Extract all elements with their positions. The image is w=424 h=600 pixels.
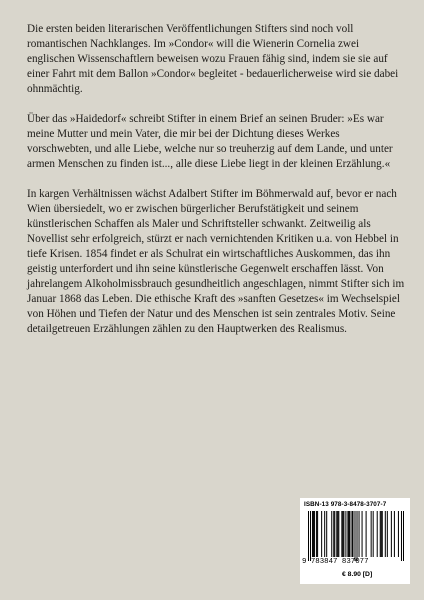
barcode-bar: [338, 511, 339, 557]
barcode-bar: [333, 511, 334, 557]
barcode-bar: [336, 511, 337, 557]
barcode-bar: [308, 511, 309, 561]
barcode-bar: [385, 511, 386, 557]
barcode-bar: [380, 511, 381, 557]
barcode-bar: [359, 511, 360, 557]
paragraph-biography: In kargen Verhältnissen wächst Adalbert Stifter im Böhmerwald auf, bevor er nach Wien übersiedelt, wo er zwischen bürgerlicher Berufstätigkeit und seinem künstlerischen Schaffen als Maler und Schriftsteller schwankt. Zeitweilig als Novellist sehr erfolgreich, stürzt er nach vernichtenden Kritiken u.a. von Hebbel in tiefe Krisen. 1854 findet er als Schulrat ein wirtschaftliches Auskommen, das ihn geistig unterfordert und ihn seine künstlerische Gegenwelt erschaffen lässt. Von jahrelangem Alkoholmissbrauch gesundheitlich angeschlagen, nimmt Stifter sich im Januar 1868 das Leben. Die ethische Kraft des »sanften Gesetzes« im Wechselspiel von Höhen und Tiefen der Natur und des Menschen ist sein zentrales Motiv. Seine detailgetreuen Erzählungen zählen zu den Hauptwerken des Realismus.: [27, 188, 405, 335]
barcode-bar: [321, 511, 322, 557]
barcode-bar: [371, 511, 372, 557]
barcode-bar: [347, 511, 348, 557]
barcode-bar: [342, 511, 343, 557]
isbn-text: ISBN-13 978-3-8478-3707-7: [304, 501, 387, 508]
barcode-bar: [326, 511, 327, 557]
barcode-bar: [373, 511, 374, 557]
barcode-bar: [316, 511, 317, 557]
paragraph-condor: Die ersten beiden literarischen Veröffentlichungen Stifters sind noch voll romantischen Nachklanges. Im »Condor« will die Wienerin Cornelia zwei englischen Wissenschaftlern beweisen wozu Frauen fähig sind, indem sie sie auf einer Fahrt mit dem Ballon »Condor« begleitet - bedauerlicherweise wird sie dabei ohnmächtig.: [27, 23, 399, 95]
barcode-bar: [362, 511, 363, 557]
barcode-bar: [394, 511, 395, 557]
barcode-bar: [310, 511, 311, 561]
barcode-bar: [387, 511, 388, 557]
barcode-bar: [334, 511, 335, 557]
barcode-bar: [341, 511, 342, 557]
barcode-bar: [382, 511, 383, 557]
barcode-bar: [377, 511, 378, 557]
barcode-bar: [331, 511, 332, 557]
blurb-text: [27, 22, 407, 352]
barcode-bar: [403, 511, 404, 561]
barcode-bar: [348, 511, 349, 557]
barcode-icon: [308, 511, 404, 563]
paragraph-haidedorf: Über das »Haidedorf« schreibt Stifter in einem Brief an seinen Bruder: »Es war meine Mutter und mein Vater, die mir bei der Dichtung dieses Werkes vorschwebten, und alle Liebe, welche nur so treuherzig auf dem Lande, und unter armen Menschen zu finden ist..., alle diese Liebe liegt in der kleinen Erzählung.«: [27, 113, 393, 170]
barcode-bar: [313, 511, 314, 557]
barcode-bar: [317, 511, 318, 557]
barcode-bar: [324, 511, 325, 557]
barcode-bar: [391, 511, 392, 557]
barcode-bar: [401, 511, 402, 561]
barcode-bar: [312, 511, 313, 557]
barcode-label: [300, 498, 410, 584]
barcode-bar: [352, 511, 353, 557]
barcode-bar: [337, 511, 338, 557]
barcode-bar: [349, 511, 350, 557]
barcode-bar: [398, 511, 399, 557]
barcode-bar: [366, 511, 367, 557]
barcode-bar: [343, 511, 344, 557]
barcode-bar: [314, 511, 315, 557]
barcode-digits: 9 783847 837077: [302, 558, 369, 566]
price-text: € 8.90 [D]: [342, 571, 373, 578]
barcode-bar: [351, 511, 352, 557]
barcode-bar: [381, 511, 382, 557]
barcode-bar: [345, 511, 346, 557]
barcode-bar: [354, 511, 355, 561]
barcode-bar: [357, 511, 358, 561]
